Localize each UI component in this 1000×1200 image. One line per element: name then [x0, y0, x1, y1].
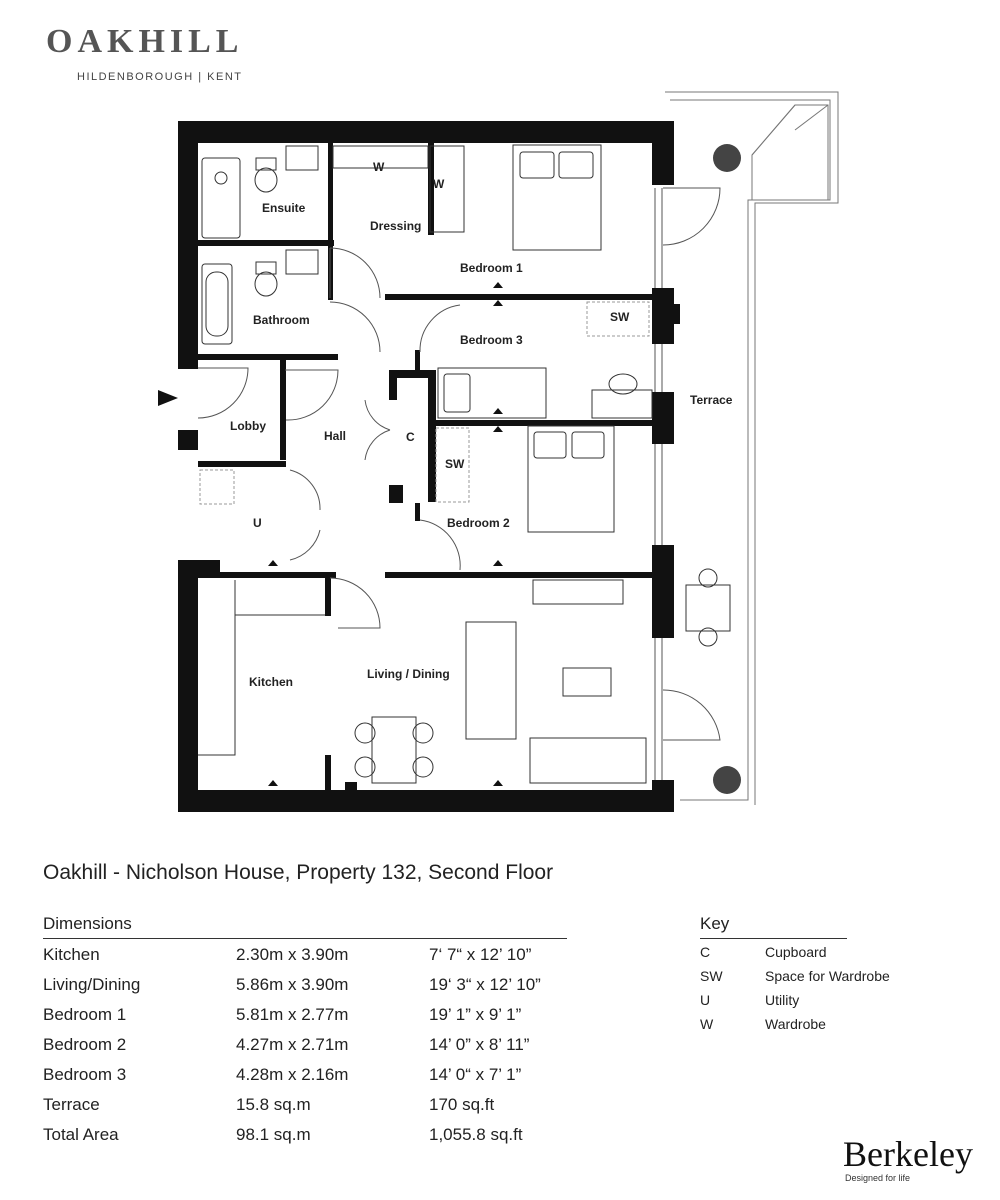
- brand-location: HILDENBOROUGH | KENT: [77, 71, 243, 83]
- dimension-room: Kitchen: [43, 945, 100, 964]
- dimension-imperial: 19‘ 3“ x 12’ 10”: [429, 975, 541, 994]
- key-description: Space for Wardrobe: [765, 968, 890, 984]
- room-label-bedroom-2: Bedroom 2: [447, 516, 510, 530]
- dimension-imperial: 14’ 0” x 8’ 11”: [429, 1035, 530, 1054]
- developer-tagline: Designed for life: [845, 1173, 911, 1183]
- dimension-room: Terrace: [43, 1095, 100, 1114]
- space-for-wardrobe-outlines: [200, 302, 649, 504]
- dimension-row: [43, 969, 567, 999]
- dimension-imperial: 1,055.8 sq.ft: [429, 1125, 523, 1144]
- dimensions-table: [43, 914, 567, 1149]
- room-label-cupboard: C: [406, 430, 415, 444]
- dimension-room: Living/Dining: [43, 975, 141, 994]
- room-label-bedroom-1: Bedroom 1: [460, 261, 523, 275]
- dimension-row: [43, 999, 567, 1029]
- dimension-row: [43, 1089, 567, 1119]
- dimension-metric: 5.86m x 3.90m: [236, 975, 349, 994]
- room-label-wardrobe-side: W: [433, 177, 445, 191]
- dimension-metric: 2.30m x 3.90m: [236, 945, 349, 964]
- interior-walls: [198, 143, 652, 792]
- key-item: [700, 939, 847, 963]
- plan-title: Oakhill - Nicholson House, Property 132, Second Floor: [43, 861, 554, 884]
- room-label-utility: U: [253, 516, 262, 530]
- dimension-room: Total Area: [43, 1125, 119, 1144]
- key-item: [700, 987, 847, 1011]
- dimensions-heading: Dimensions: [43, 914, 567, 939]
- trees: [713, 144, 741, 794]
- room-label-hall: Hall: [324, 429, 347, 443]
- dimension-room: Bedroom 1: [43, 1005, 127, 1024]
- doors-and-windows: [198, 188, 720, 780]
- room-label-lobby: Lobby: [230, 419, 266, 433]
- key-legend: [700, 914, 890, 1035]
- room-label-bathroom: Bathroom: [253, 313, 310, 327]
- room-label-living-dining: Living / Dining: [367, 667, 450, 681]
- dimension-metric: 98.1 sq.m: [236, 1125, 311, 1144]
- key-item: [700, 1011, 847, 1035]
- room-label-ensuite: Ensuite: [262, 201, 306, 215]
- key-code: W: [700, 1016, 714, 1032]
- room-label-dressing: Dressing: [370, 219, 422, 233]
- dimension-metric: 4.28m x 2.16m: [236, 1065, 349, 1084]
- dimension-imperial: 7‘ 7“ x 12’ 10”: [429, 945, 532, 964]
- dimension-row: [43, 1029, 567, 1059]
- key-item: [700, 963, 890, 987]
- dimension-metric: 15.8 sq.m: [236, 1095, 311, 1114]
- terrace-outline: [665, 92, 838, 805]
- room-label-sw-bedroom-2: SW: [445, 457, 465, 471]
- dimension-row: [43, 1119, 567, 1149]
- dimension-imperial: 19’ 1” x 9’ 1”: [429, 1005, 522, 1024]
- key-code: SW: [700, 968, 723, 984]
- dimension-room: Bedroom 2: [43, 1035, 127, 1054]
- developer-name: Berkeley: [843, 1134, 973, 1174]
- dimension-row: [43, 1059, 567, 1089]
- key-code: C: [700, 944, 711, 960]
- dimension-imperial: 14’ 0“ x 7’ 1”: [429, 1065, 522, 1084]
- room-label-kitchen: Kitchen: [249, 675, 294, 689]
- key-code: U: [700, 992, 711, 1008]
- key-description: Wardrobe: [765, 1016, 826, 1032]
- key-heading: Key: [700, 914, 847, 939]
- room-label-sw-bedroom-3: SW: [610, 310, 630, 324]
- dimension-metric: 4.27m x 2.71m: [236, 1035, 349, 1054]
- room-label-bedroom-3: Bedroom 3: [460, 333, 523, 347]
- room-label-wardrobe-top: W: [373, 160, 385, 174]
- berkeley-logo: [843, 1135, 973, 1183]
- dimension-row: [43, 939, 567, 969]
- oakhill-logo: OAKHILL: [46, 23, 244, 60]
- room-label-terrace: Terrace: [690, 393, 733, 407]
- dimension-imperial: 170 sq.ft: [429, 1095, 495, 1114]
- dimension-room: Bedroom 3: [43, 1065, 127, 1084]
- key-description: Utility: [765, 992, 800, 1008]
- key-description: Cupboard: [765, 944, 827, 960]
- dimension-metric: 5.81m x 2.77m: [236, 1005, 349, 1024]
